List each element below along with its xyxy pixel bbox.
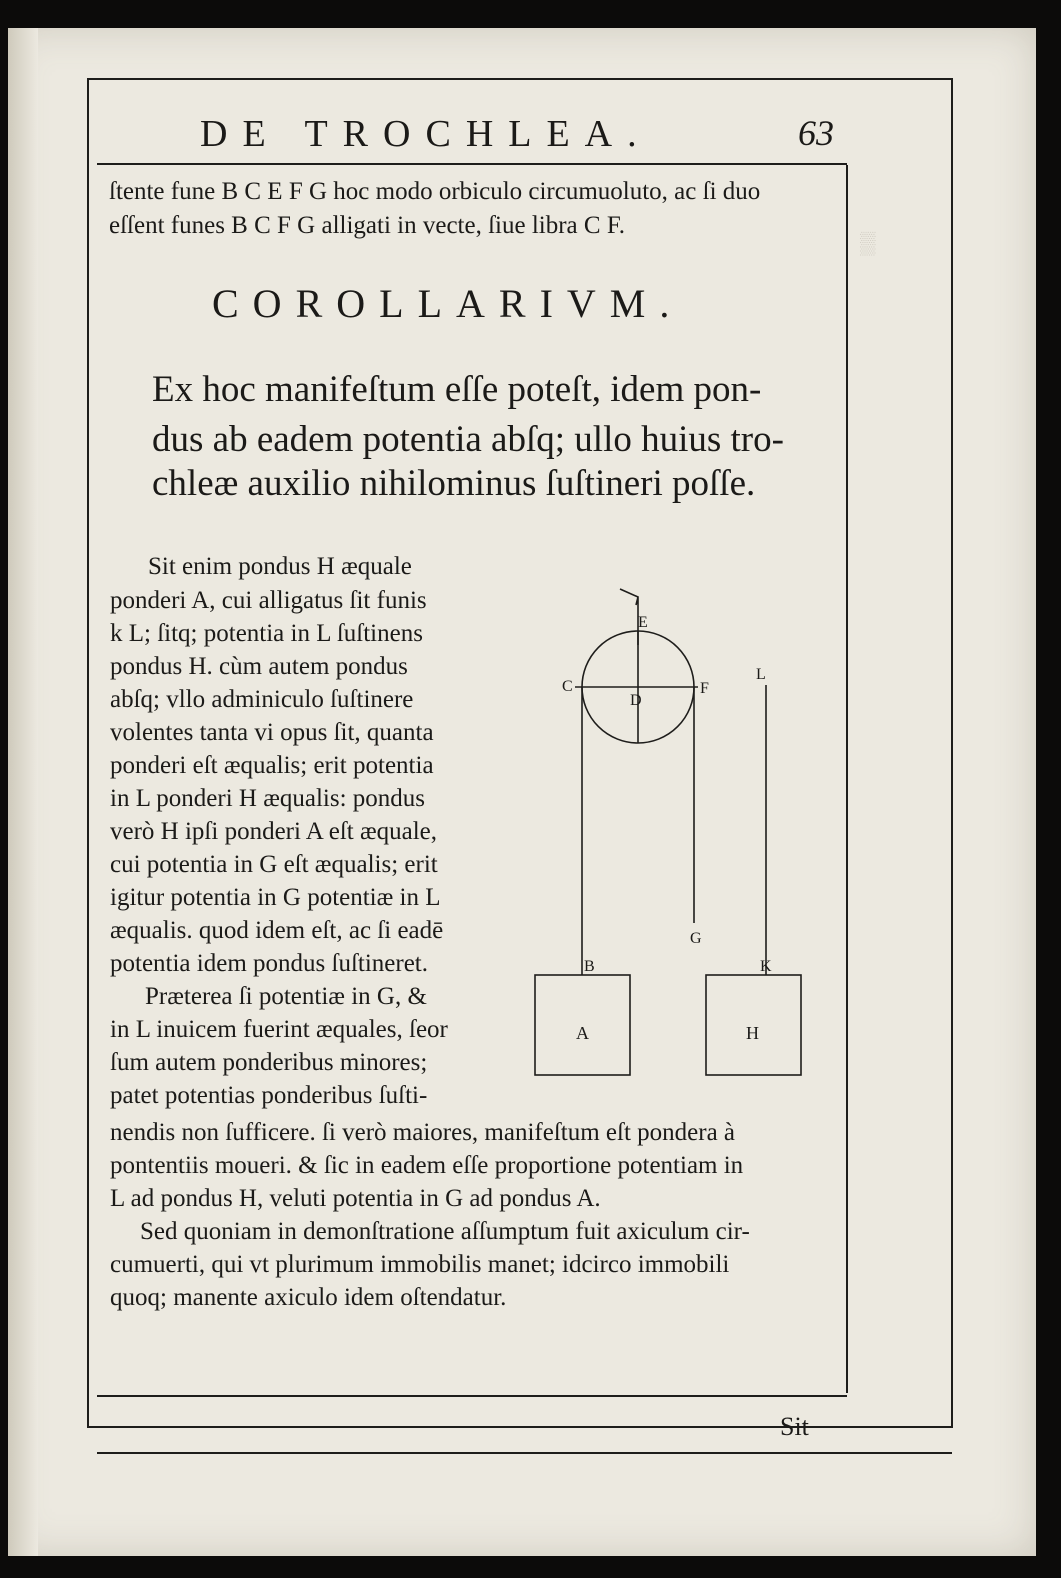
pulley-figure [520,575,840,1095]
text-block-right-rule [846,165,848,1393]
text-line: igitur potentia in G potentiæ in L [110,884,441,911]
text-line: patet potentias ponderibus ſuſti- [110,1082,428,1109]
text-line: cumuerti, qui vt plurimum immobilis manet; idcirco immobili [110,1251,730,1278]
footer-rule [97,1452,952,1454]
text-line: nendis non ſufficere. ſi verò maiores, manifeſtum eſt pondera à [110,1119,736,1146]
pulley-diagram-svg [520,575,840,1095]
text-line: k L; ſitq; potentia in L ſuſtinens [110,620,423,647]
text-line: abſq; vllo adminiculo ſuſtinere [110,686,414,713]
text-line: cui potentia in G eſt æqualis; erit [110,851,438,878]
text-line: pondus H. cùm autem pondus [110,653,408,680]
text-line: volentes tanta vi opus ſit, quanta [110,719,434,746]
bleed-through-decoration: ▒ [860,230,876,255]
label-f: F [700,680,709,697]
text-line: in L ponderi H æqualis: pondus [110,785,426,812]
bottom-rule [97,1395,847,1397]
text-line: ponderi A, cui alligatus ſit funis [110,587,427,614]
text-line: ſtente fune B C E F G hoc modo orbiculo circumuoluto, ac ſi duo [109,178,761,205]
label-k: K [760,958,772,975]
label-h: H [746,1023,759,1043]
text-line: Præterea ſi potentiæ in G, & [145,983,427,1010]
text-line: æqualis. quod idem eſt, ac ſi eadē [110,917,444,944]
running-header: DE TROCHLEA. [200,113,652,155]
text-line: ſum autem ponderibus minores; [110,1049,428,1076]
text-line: verò H ipſi ponderi A eſt æquale, [110,818,438,845]
corollary-line: dus ab eadem potentia abſq; ullo huius tro- [152,419,784,460]
corollary-line: Ex hoc manifeſtum eſſe poteſt, idem pon- [152,369,762,410]
label-g: G [690,930,702,947]
corollary-line: chleæ auxilio nihilominus ſuſtineri poſſe. [152,463,756,504]
label-d: D [630,692,642,709]
text-line: Sit enim pondus H æquale [148,553,412,580]
text-line: in L inuicem fuerint æquales, ſeor [110,1016,448,1043]
page-number: 63 [798,113,834,153]
catchword: Sit [780,1412,809,1441]
text-line: L ad pondus H, veluti potentia in G ad pondus A. [110,1185,601,1212]
text-line: eſſent funes B C F G alligati in vecte, ſiue libra C F. [109,212,625,239]
header-rule [97,163,847,165]
text-line: Sed quoniam in demonſtratione aſſumptum fuit axiculum cir- [140,1218,750,1245]
label-c: C [562,678,573,695]
label-a: A [576,1023,589,1043]
text-line: pontentiis moueri. & ſic in eadem eſſe proportione potentiam in [110,1152,744,1179]
label-e: E [638,614,648,631]
section-heading: COROLLARIVM. [212,281,684,326]
text-line: quoq; manente axiculo idem oſtendatur. [110,1284,507,1311]
label-l: L [756,666,766,683]
page-gutter-shadow [8,28,38,1556]
text-line: potentia idem pondus ſuſtineret. [110,950,428,977]
label-b: B [584,958,595,975]
pulley-hook [620,589,638,645]
text-line: ponderi eſt æqualis; erit potentia [110,752,434,779]
